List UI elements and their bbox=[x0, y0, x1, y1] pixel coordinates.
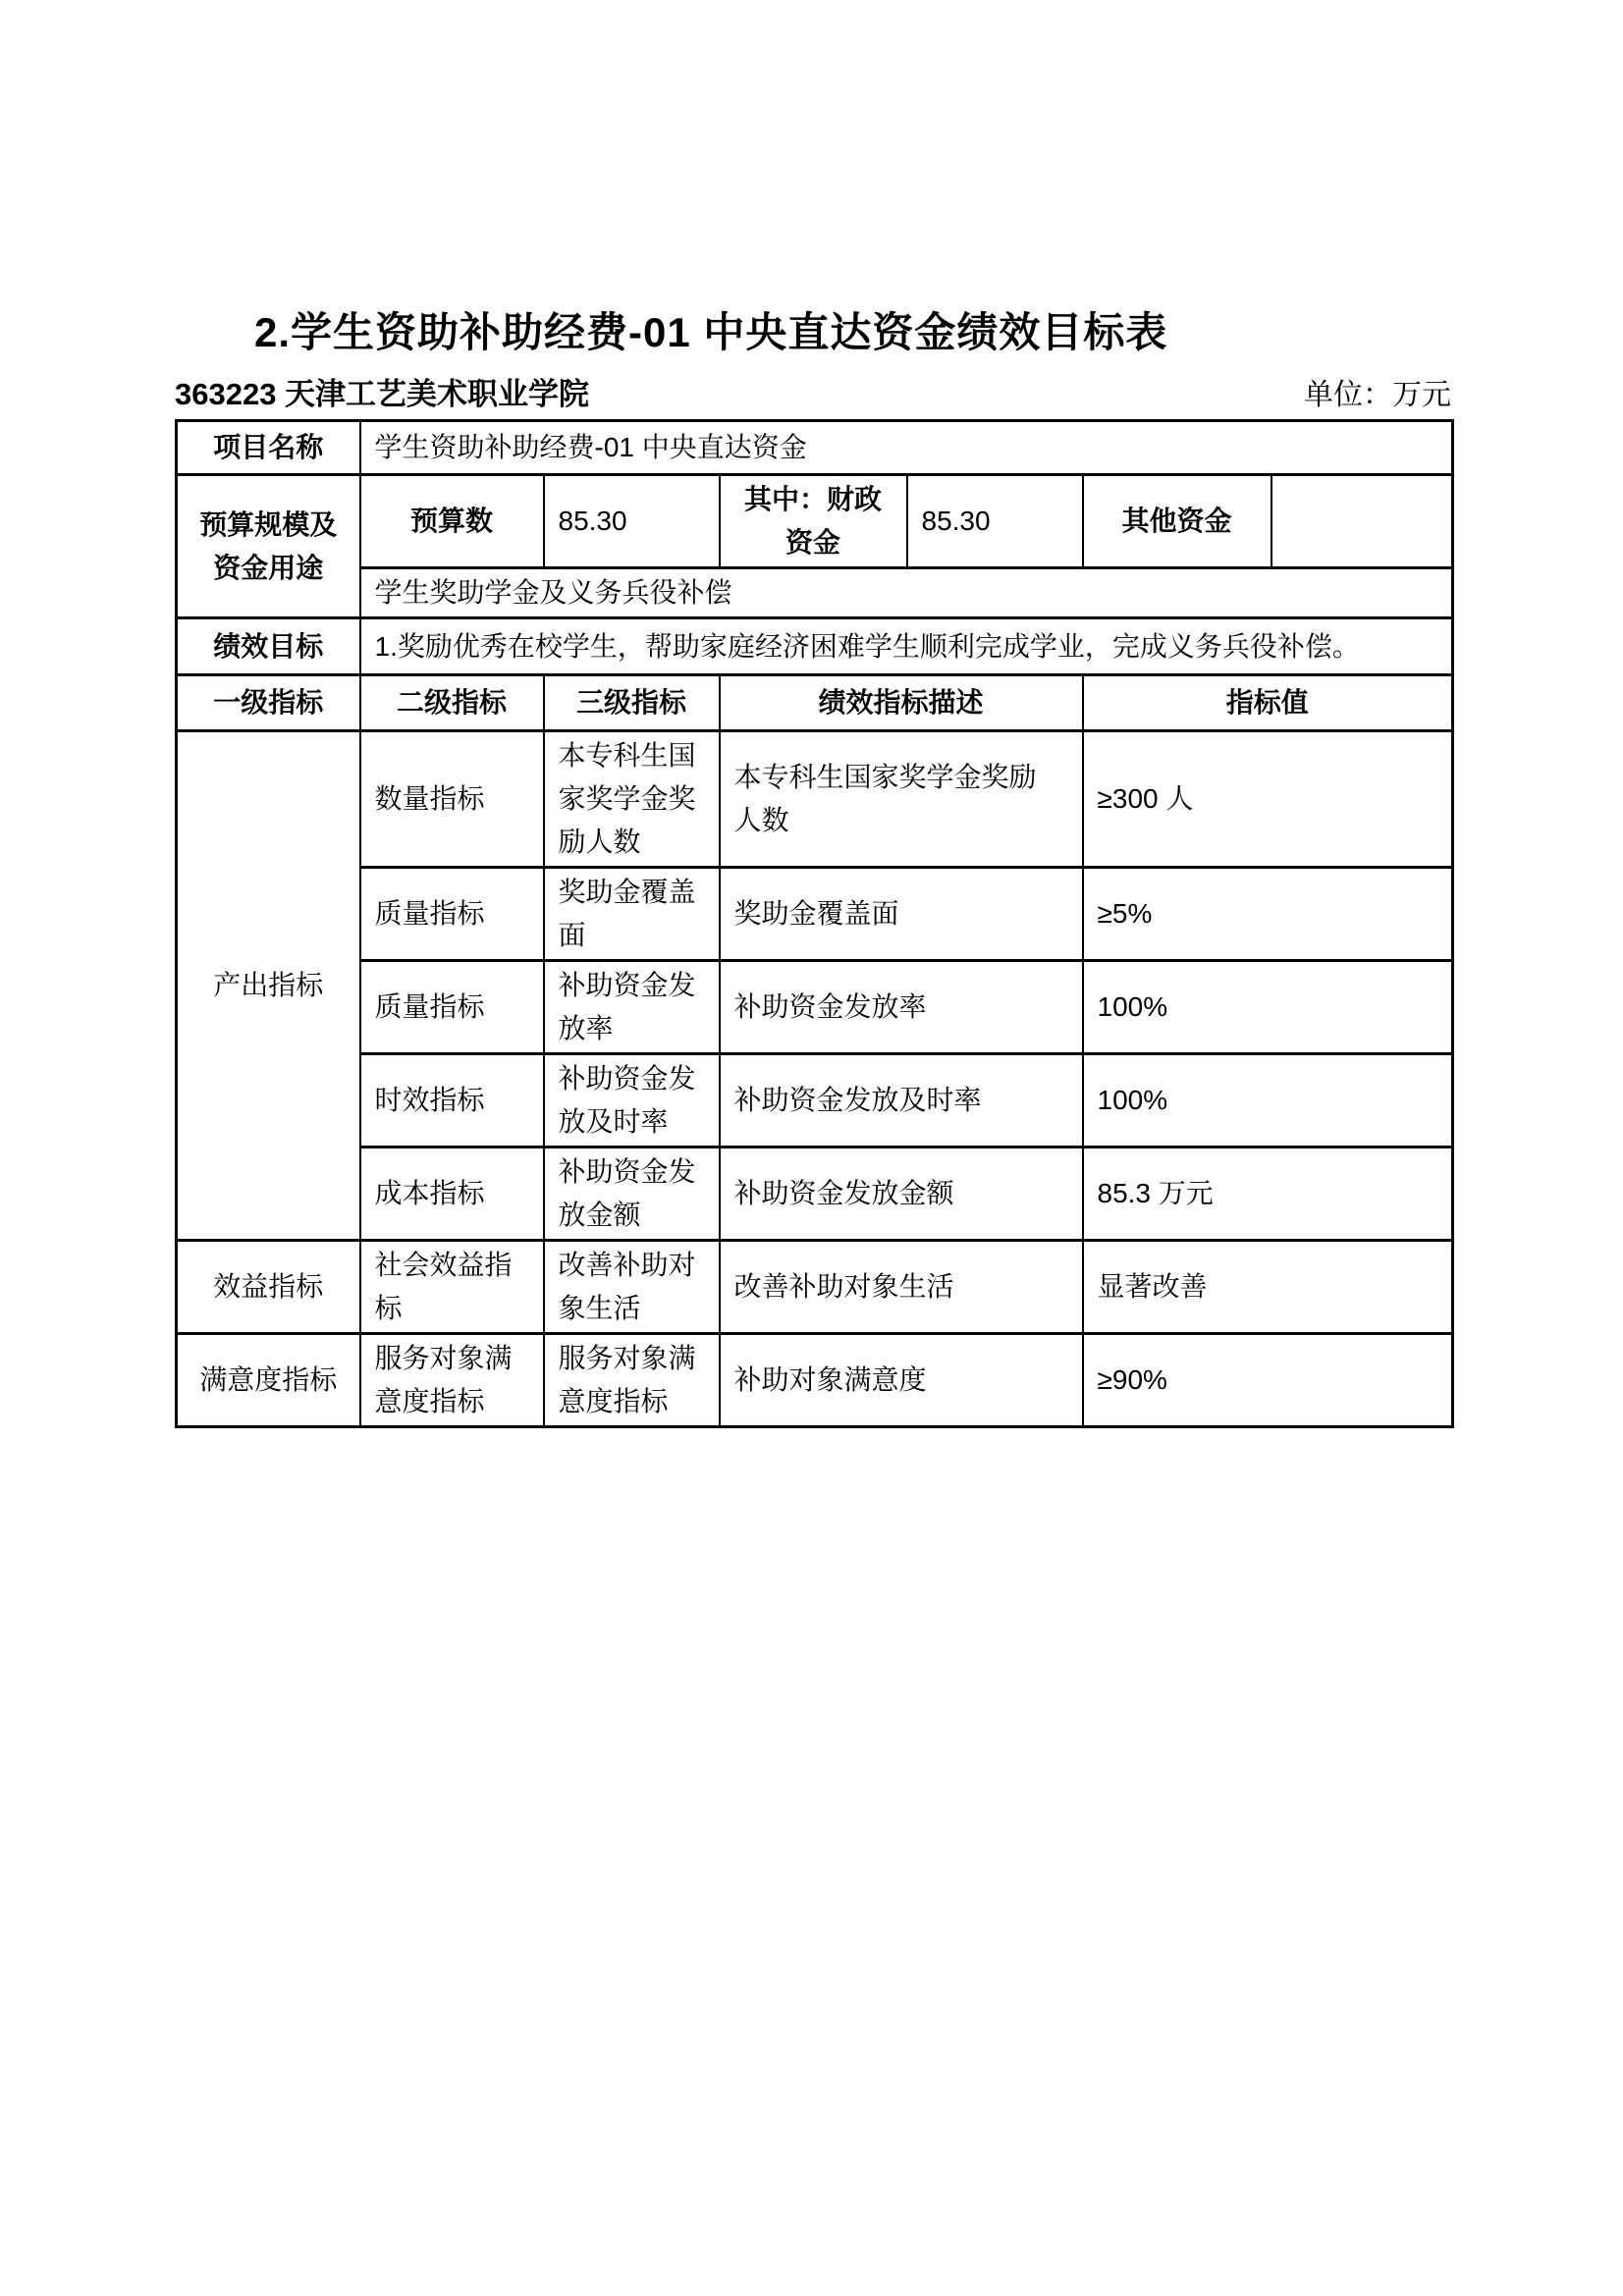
fiscal-funds-label: 其中：财政资金 bbox=[720, 475, 907, 568]
performance-goal-value: 1.奖励优秀在校学生，帮助家庭经济困难学生顺利完成学业，完成义务兵役补偿。 bbox=[360, 618, 1453, 675]
level2-cell: 成本指标 bbox=[360, 1148, 544, 1241]
table-row bbox=[177, 961, 1453, 1054]
table-row bbox=[177, 1148, 1453, 1241]
table-row bbox=[177, 868, 1453, 961]
description-cell: 补助对象满意度 bbox=[720, 1334, 1083, 1427]
level3-cell: 改善补助对象生活 bbox=[544, 1241, 720, 1334]
budget-section-label: 预算规模及资金用途 bbox=[177, 475, 360, 618]
level3-cell: 服务对象满意度指标 bbox=[544, 1334, 720, 1427]
description-cell: 本专科生国家奖学金奖励人数 bbox=[720, 731, 1083, 868]
performance-target-table bbox=[175, 419, 1454, 1428]
row-performance-goal bbox=[177, 618, 1453, 675]
table-row bbox=[177, 1054, 1453, 1148]
table-row bbox=[177, 1334, 1453, 1427]
level3-cell: 本专科生国家奖学金奖励人数 bbox=[544, 731, 720, 868]
org-code-name: 363223 天津工艺美术职业学院 bbox=[175, 377, 590, 411]
value-cell: 显著改善 bbox=[1083, 1241, 1453, 1334]
description-cell: 补助资金发放金额 bbox=[720, 1148, 1083, 1241]
level1-satisfaction-indicator: 满意度指标 bbox=[177, 1334, 360, 1427]
meta-row bbox=[175, 369, 1451, 413]
level2-cell: 服务对象满意度指标 bbox=[360, 1334, 544, 1427]
unit-label: 单位：万元 bbox=[1304, 379, 1451, 411]
level2-cell: 时效指标 bbox=[360, 1054, 544, 1148]
fund-usage-value: 学生奖助学金及义务兵役补偿 bbox=[360, 568, 1453, 618]
value-cell: 100% bbox=[1083, 961, 1453, 1054]
level1-benefit-indicator: 效益指标 bbox=[177, 1241, 360, 1334]
header-level1: 一级指标 bbox=[177, 675, 360, 731]
row-budget bbox=[177, 475, 1453, 568]
value-cell: 100% bbox=[1083, 1054, 1453, 1148]
row-indicator-header bbox=[177, 675, 1453, 731]
table-row bbox=[177, 1241, 1453, 1334]
fiscal-funds-value: 85.30 bbox=[907, 475, 1083, 568]
description-cell: 改善补助对象生活 bbox=[720, 1241, 1083, 1334]
project-name-label: 项目名称 bbox=[177, 421, 360, 475]
other-funds-label: 其他资金 bbox=[1083, 475, 1271, 568]
budget-number-label: 预算数 bbox=[360, 475, 544, 568]
level2-cell: 质量指标 bbox=[360, 961, 544, 1054]
value-cell: ≥300 人 bbox=[1083, 731, 1453, 868]
project-name-value: 学生资助补助经费-01 中央直达资金 bbox=[360, 421, 1453, 475]
level3-cell: 补助资金发放及时率 bbox=[544, 1054, 720, 1148]
description-cell: 补助资金发放率 bbox=[720, 961, 1083, 1054]
value-cell: ≥90% bbox=[1083, 1334, 1453, 1427]
other-funds-value bbox=[1271, 475, 1453, 568]
value-cell: 85.3 万元 bbox=[1083, 1148, 1453, 1241]
level2-cell: 社会效益指标 bbox=[360, 1241, 544, 1334]
level2-cell: 质量指标 bbox=[360, 868, 544, 961]
page-title: 2.学生资助补助经费-01 中央直达资金绩效目标表 bbox=[254, 309, 1168, 355]
performance-goal-label: 绩效目标 bbox=[177, 618, 360, 675]
level3-cell: 奖助金覆盖面 bbox=[544, 868, 720, 961]
level3-cell: 补助资金发放金额 bbox=[544, 1148, 720, 1241]
level3-cell: 补助资金发放率 bbox=[544, 961, 720, 1054]
value-cell: ≥5% bbox=[1083, 868, 1453, 961]
header-description: 绩效指标描述 bbox=[720, 675, 1083, 731]
budget-number-value: 85.30 bbox=[544, 475, 720, 568]
level1-output-indicator: 产出指标 bbox=[177, 731, 360, 1241]
description-cell: 补助资金发放及时率 bbox=[720, 1054, 1083, 1148]
row-project-name bbox=[177, 421, 1453, 475]
level2-cell: 数量指标 bbox=[360, 731, 544, 868]
header-level3: 三级指标 bbox=[544, 675, 720, 731]
description-cell: 奖助金覆盖面 bbox=[720, 868, 1083, 961]
header-value: 指标值 bbox=[1083, 675, 1453, 731]
header-level2: 二级指标 bbox=[360, 675, 544, 731]
row-fund-usage bbox=[177, 568, 1453, 618]
table-row bbox=[177, 731, 1453, 868]
